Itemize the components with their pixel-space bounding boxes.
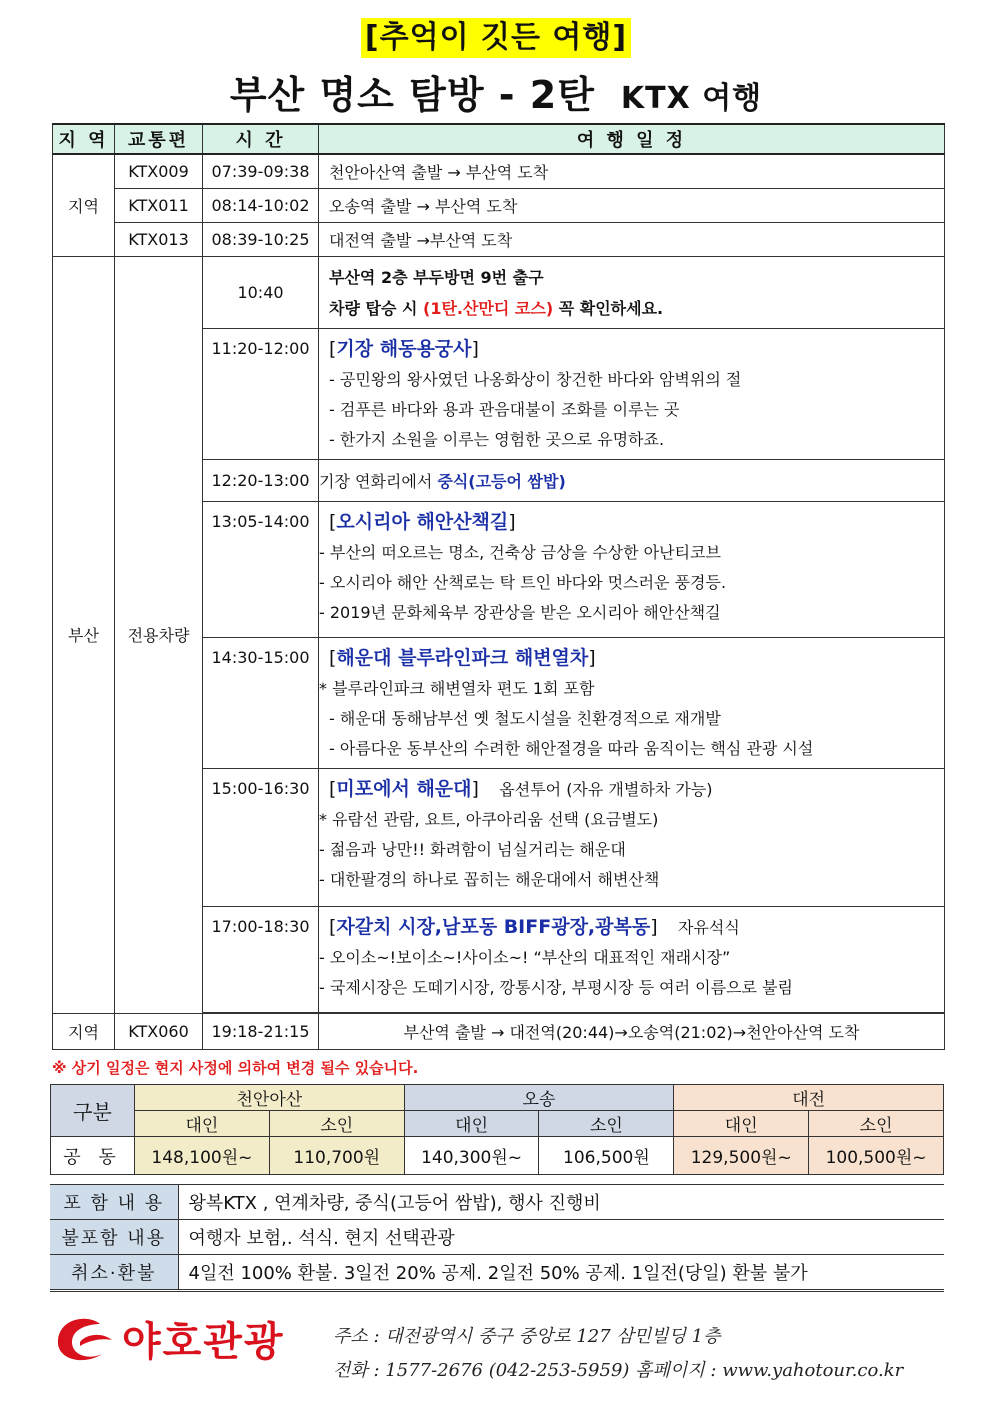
- table-row: [53, 1013, 945, 1049]
- busan-region: 부산: [53, 256, 115, 1013]
- train-time: 08:14-10:02: [203, 188, 319, 222]
- item-line: - 해운대 동해남부선 옛 철도시설을 친환경적으로 재개발: [329, 708, 721, 728]
- item-extra: 자유석식: [677, 917, 740, 937]
- page-title: [230, 73, 762, 117]
- price-value: 100,500원~: [809, 1137, 944, 1175]
- meet-time: 10:40: [203, 256, 319, 328]
- info-label: 불포함 내용: [50, 1220, 178, 1255]
- info-label: 포 함 내 용: [50, 1185, 178, 1220]
- item-line: * 블루라인파크 해변열차 편도 1회 포함: [319, 678, 595, 698]
- price-value: 110,700원: [269, 1137, 404, 1175]
- item-time: 17:00-18:30: [203, 906, 319, 1012]
- info-row: [50, 1255, 944, 1290]
- item-line: - 대한팔경의 하나로 꼽히는 해운대에서 해변산책: [319, 869, 660, 889]
- item-line: - 공민왕의 왕사였던 나옹화상이 창건한 바다와 암벽위의 절: [329, 369, 742, 389]
- company-logo: [50, 1310, 330, 1370]
- lunch-detail: [319, 459, 945, 501]
- table-row: [53, 256, 945, 328]
- adult-label: 대인: [404, 1111, 539, 1137]
- child-label: 소인: [809, 1111, 944, 1137]
- child-label: 소인: [269, 1111, 404, 1137]
- item-time: 11:20-12:00: [203, 328, 319, 459]
- meet-line2b: 꼭 확인하세요.: [553, 298, 664, 318]
- adult-label: 대인: [674, 1111, 809, 1137]
- title-main: 부산 명소 탐방 - 2탄: [229, 73, 595, 117]
- price-value: 148,100원~: [135, 1137, 270, 1175]
- price-value: 129,500원~: [674, 1137, 809, 1175]
- table-row: [53, 222, 945, 256]
- return-time: 19:18-21:15: [203, 1013, 319, 1049]
- item-detail: [기장 해동용궁사] - 공민왕의 왕사였던 나옹화상이 창건한 바다와 암벽위의 절 - 검푸른 바다와 용과 관음대불이 조화를 이루는 곳 - 한가지 소원을 이루는 영험한 곳으로 유명하죠.: [319, 328, 945, 459]
- item-detail: [미포에서 해운대] 옵션투어 (자유 개별하차 가능) * 유람선 관람, 요트, 아쿠아리움 선택 (요금별도) - 젊음과 낭만!! 화려함이 넘실거리는 해운대 - 대한팔경의 하나로 꼽히는 해운대에서 해변산책: [319, 768, 945, 906]
- item-detail: [해운대 블루라인파크 해변열차] * 블루라인파크 해변열차 편도 1회 포함 - 해운대 동해남부선 옛 철도시설을 친환경적으로 재개발 - 아름다운 동부산의 수려한 해안절경을 따라 움직이는 핵심 관광 시설: [319, 637, 945, 768]
- table-row: [53, 154, 945, 188]
- item-name: 미포에서 해운대: [336, 777, 472, 800]
- subtitle: [추억이 깃든 여행]: [361, 18, 631, 58]
- meet-detail: [319, 256, 945, 328]
- item-name: 오시리아 해안산책길: [336, 510, 509, 533]
- lunch-time: 12:20-13:00: [203, 459, 319, 501]
- info-table: [50, 1184, 944, 1290]
- info-value: 왕복KTX , 연계차량, 중식(고등어 쌈밥), 행사 진행비: [178, 1185, 944, 1220]
- item-line: - 국제시장은 도떼기시장, 깡통시장, 부평시장 등 여러 이름으로 불림: [319, 977, 793, 997]
- price-table: [50, 1084, 944, 1175]
- train-time: 08:39-10:25: [203, 222, 319, 256]
- company-address: 주소 : 대전광역시 중구 중앙로 127 삼민빌딩 1층: [333, 1326, 721, 1347]
- meet-line2a: 차량 탑승 시: [329, 298, 423, 318]
- return-region: 지역: [53, 1013, 115, 1049]
- item-extra: 옵션투어 (자유 개별하차 가능): [499, 779, 713, 799]
- price-row-label: 공 동: [51, 1137, 135, 1175]
- train-number: KTX011: [115, 188, 203, 222]
- train-route: 천안아산역 출발 → 부산역 도착: [319, 154, 945, 188]
- item-time: 15:00-16:30: [203, 768, 319, 906]
- price-label: 구분: [51, 1085, 135, 1137]
- company-name: 야호관광: [122, 1319, 285, 1365]
- table-row: [53, 188, 945, 222]
- schedule-table: [52, 123, 945, 1050]
- adult-label: 대인: [135, 1111, 270, 1137]
- notice: ※ 상기 일정은 현지 사정에 의하여 변경 될수 있습니다.: [52, 1059, 419, 1077]
- item-line: - 검푸른 바다와 용과 관음대불이 조화를 이루는 곳: [329, 399, 680, 419]
- info-row: [50, 1185, 944, 1220]
- info-label: 취소·환불: [50, 1255, 178, 1290]
- info-value: 여행자 보험,. 석식. 현지 선택관광: [178, 1220, 944, 1255]
- item-line: - 아름다운 동부산의 수려한 해안절경을 따라 움직이는 핵심 관광 시설: [329, 738, 814, 758]
- item-name: 해운대 블루라인파크 해변열차: [336, 646, 589, 669]
- item-name: 기장 해동용궁사: [336, 337, 472, 360]
- city-osong: 오송: [404, 1085, 674, 1111]
- item-line: - 오시리아 해안 산책로는 탁 트인 바다와 멋스러운 풍경등.: [319, 572, 727, 592]
- price-value: 140,300원~: [404, 1137, 539, 1175]
- price-value: 106,500원: [539, 1137, 674, 1175]
- header-region: 지 역: [53, 124, 115, 154]
- schedule-header-row: [53, 124, 945, 154]
- item-line: - 부산의 떠오르는 명소, 건축상 금상을 수상한 아난티코브: [319, 542, 721, 562]
- footer-divider: [50, 1291, 944, 1292]
- header-itinerary: 여 행 일 정: [319, 124, 945, 154]
- city-daejeon: 대전: [674, 1085, 944, 1111]
- train-time: 07:39-09:38: [203, 154, 319, 188]
- title-suffix: KTX 여행: [620, 81, 763, 116]
- item-name: 자갈치 시장,남포동 BIFF광장,광복동: [336, 915, 651, 938]
- return-train: KTX060: [115, 1013, 203, 1049]
- swirl-logo-icon: [50, 1310, 120, 1370]
- item-time: 14:30-15:00: [203, 637, 319, 768]
- item-line: - 한가지 소원을 이루는 영험한 곳으로 유명하죠.: [329, 429, 665, 449]
- item-line: - 2019년 문화체육부 장관상을 받은 오시리아 해안산책길: [319, 602, 721, 622]
- item-detail: [오시리아 해안산책길] - 부산의 떠오르는 명소, 건축상 금상을 수상한 아난티코브 - 오시리아 해안 산책로는 탁 트인 바다와 멋스러운 풍경등. - 2019년 문화체육부 장관상을 받은 오시리아 해안산책길: [319, 501, 945, 637]
- train-number: KTX013: [115, 222, 203, 256]
- course-highlight: (1탄.산만디 코스): [423, 298, 554, 318]
- train-route: 오송역 출발 → 부산역 도착: [319, 188, 945, 222]
- item-line: - 젊음과 낭만!! 화려함이 넘실거리는 해운대: [319, 839, 626, 859]
- meet-line1: 부산역 2층 부두방면 9번 출구: [329, 267, 544, 287]
- depart-region: 지역: [53, 154, 115, 256]
- train-route: 대전역 출발 →부산역 도착: [319, 222, 945, 256]
- company-contact: 전화 : 1577-2676 (042-253-5959) 홈페이지 : www.yahotour.co.kr: [333, 1360, 904, 1381]
- child-label: 소인: [539, 1111, 674, 1137]
- return-route: 부산역 출발 → 대전역(20:44)→오송역(21:02)→천안아산역 도착: [319, 1013, 945, 1049]
- item-time: 13:05-14:00: [203, 501, 319, 637]
- info-row: [50, 1220, 944, 1255]
- lunch-meal: 중식(고등어 쌈밥): [437, 471, 566, 491]
- lunch-text: 기장 연화리에서: [319, 471, 438, 491]
- header-transport: 교통편: [115, 124, 203, 154]
- header-time: 시 간: [203, 124, 319, 154]
- info-value: 4일전 100% 환불. 3일전 20% 공제. 2일전 50% 공제. 1일전(당일) 환불 불가: [178, 1255, 944, 1290]
- item-line: * 유람선 관람, 요트, 아쿠아리움 선택 (요금별도): [319, 809, 659, 829]
- item-line: - 오이소~!보이소~!사이소~! “부산의 대표적인 재래시장”: [319, 947, 731, 967]
- train-number: KTX009: [115, 154, 203, 188]
- item-detail: [자갈치 시장,남포동 BIFF광장,광복동] 자유석식 - 오이소~!보이소~!사이소~! “부산의 대표적인 재래시장” - 국제시장은 도떼기시장, 깡통시장, 부평시장 등 여러 이름으로 불림: [319, 906, 945, 1012]
- busan-transport: 전용차량: [115, 256, 203, 1013]
- city-cheonanasan: 천안아산: [135, 1085, 405, 1111]
